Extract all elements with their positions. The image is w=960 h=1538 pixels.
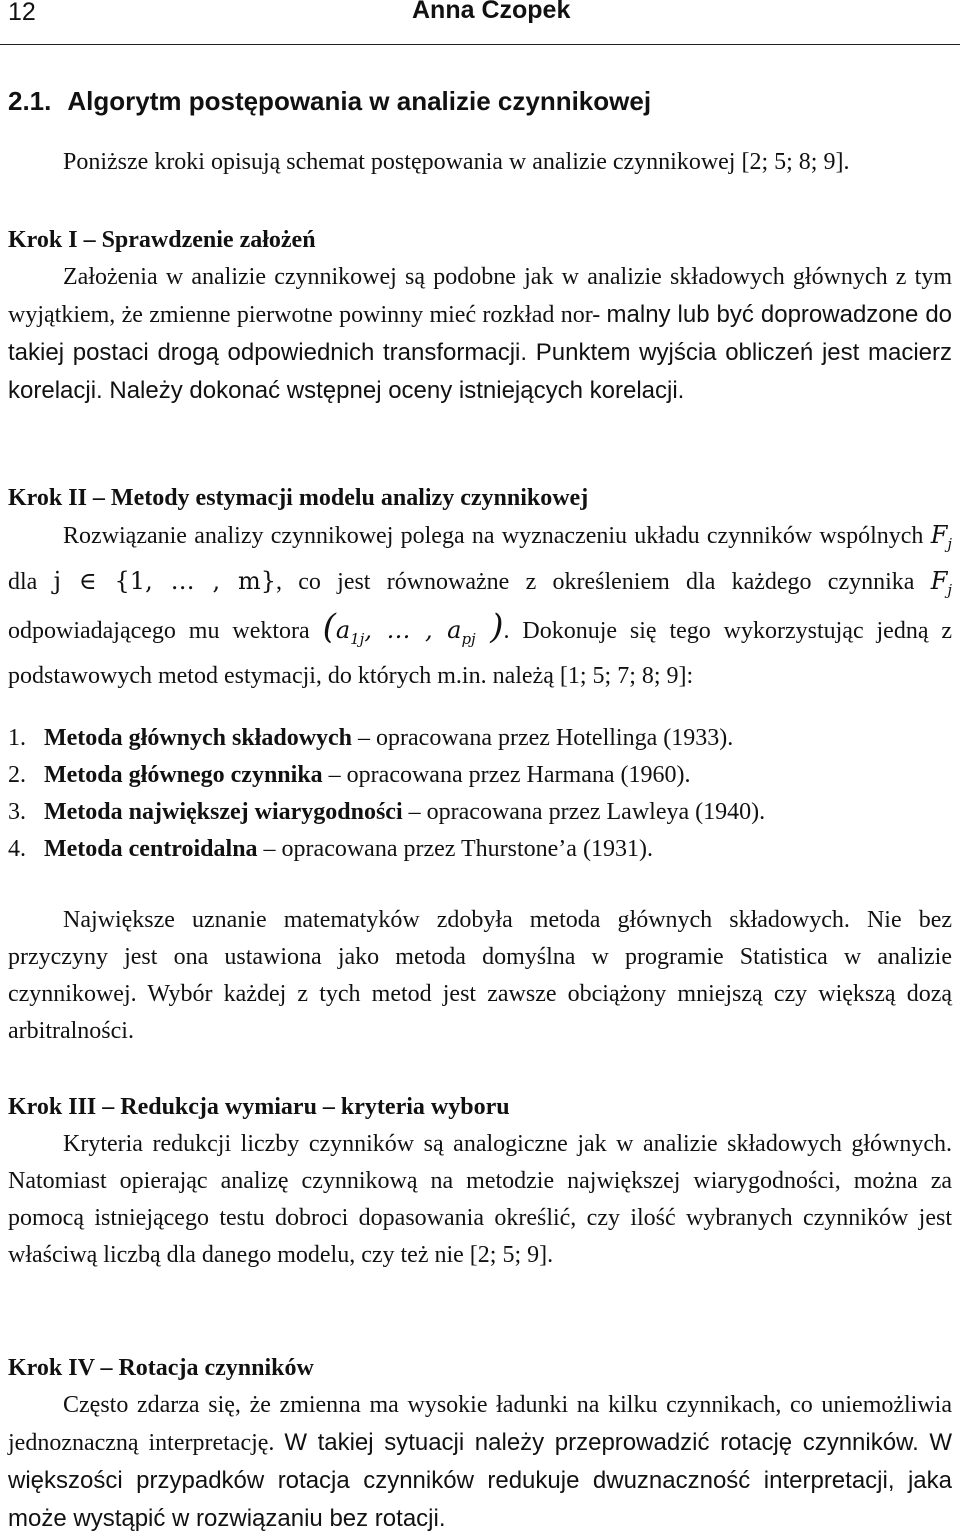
list-item [8, 831, 952, 868]
section-title: Algorytm postępowania w analizie czynnikowej [67, 86, 652, 116]
step-2-heading: Krok II – Metody estymacji modelu analizy czynnikowej [8, 485, 589, 511]
list-item-name: Metoda głównych składowych [44, 725, 353, 751]
step-2-text-c: , co jest równoważne z określeniem dla każdego czynnika [276, 569, 915, 595]
math-paren-close: ) [490, 607, 504, 647]
list-item-desc: – opracowana przez Harmana (1960). [322, 762, 691, 788]
math-sub-1j: 1j [350, 630, 365, 648]
step-2-text-b: dla [8, 569, 38, 595]
step-3-heading: Krok III – Redukcja wymiaru – kryteria wyboru [8, 1094, 510, 1120]
list-item-number: 3. [8, 799, 26, 825]
list-item-number: 2. [8, 762, 26, 788]
section-number: 2.1. [8, 86, 52, 116]
math-a-1: a [335, 616, 351, 644]
step-3-text: Kryteria redukcji liczby czynników są analogiczne jak w analizie składowych głównych. Natomiast opierając analizę czynnikową na metodzie największej wiarygodności, można za pomocą istniejącego testu dobroci dopasowania określić, czy ilość wybranych czynników jest właściwą liczbą dla danego modelu, czy też nie [2; 5; 9]. [8, 1131, 952, 1268]
list-item-name: Metoda centroidalna [44, 836, 258, 862]
math-F-j [930, 521, 953, 553]
list-item [8, 720, 952, 757]
math-paren-open: ( [322, 607, 336, 647]
list-item-name: Metoda głównego czynnika [44, 762, 323, 788]
math-F-2: F [930, 567, 948, 595]
math-sub-j-2: j [947, 581, 952, 599]
step-1-text-sans: malny lub być doprowadzone do takiej postaci drogą odpowiednich transformacji. Punktem wyjścia obliczeń jest macierz korelacji. Należy dokonać wstępnej oceny istniejących korelacji. [8, 301, 953, 404]
list-item-desc: – opracowana przez Thurstone’a (1931). [257, 836, 653, 862]
step-2-text-a: Rozwiązanie analizy czynnikowej polega na wyznaczeniu układu czynników wspólnych [63, 523, 924, 549]
step-2-text-d: odpowiadającego mu wektora [8, 618, 310, 644]
running-head-author: Anna Czopek [412, 0, 571, 24]
list-item-number: 1. [8, 725, 26, 751]
step-1-block [8, 222, 952, 410]
step-2-text-e: . Dokonuje się tego wykorzystując jedną z podstawowych metod estymacji, do których m.in. należą [1; 5; 7; 8; 9]: [8, 618, 953, 689]
math-index-set: j ∈ {1, … , m} [53, 567, 276, 595]
math-vector [322, 607, 504, 648]
step-2-paragraph-2: Największe uznanie matematyków zdobyła metoda głównych składowych. Nie bez przyczyny jest ona ustawiona jako metoda domyślna w programie Statistica w analizie czynnikowej. Wybór każdej z tych metod jest zawsze obciążony mniejszą czy większą dozą arbitralności. [8, 907, 952, 1044]
step-1-text-serif: Założenia w analizie czynnikowej są podobne jak w analizie składowych głównych z tym wyjątkiem, że zmienne pierwotne powinny mieć rozkład nor- [8, 264, 952, 328]
list-item-desc: – opracowana przez Hotellinga (1933). [352, 725, 734, 751]
page-number: 12 [8, 0, 36, 26]
step-4-heading: Krok IV – Rotacja czynników [8, 1355, 314, 1381]
math-sub-j: j [947, 535, 953, 553]
list-item-number: 4. [8, 836, 26, 862]
step-2-text [8, 517, 952, 695]
intro-paragraph: Poniższe kroki opisują schemat postępowania w analizie czynnikowej [2; 5; 8; 9]. [63, 149, 850, 175]
step-1-text [8, 259, 952, 410]
math-F-j-2 [930, 567, 952, 599]
page-header [0, 0, 960, 45]
step-4-text-sans: W takiej sytuacji należy przeprowadzić rotację czynników. W większości przypadków rotacja czynników redukuje dwuznaczność interpretacji, jaka może wystąpić w rozwiązaniu bez rotacji. [8, 1429, 953, 1532]
math-dots: , … , [364, 616, 433, 644]
math-a-p: a [447, 616, 462, 644]
step-3-block [8, 1089, 952, 1274]
step-4-text-serif: Często zdarza się, że zmienna ma wysokie ładunki na kilku czynnikach, co uniemożliwia jednoznaczną interpretację. [8, 1392, 952, 1456]
list-item-name: Metoda największej wiarygodności [44, 799, 403, 825]
step-4-text [8, 1387, 952, 1538]
list-item [8, 794, 952, 831]
list-item [8, 757, 952, 794]
step-1-heading: Krok I – Sprawdzenie założeń [8, 227, 316, 253]
math-sub-pj: pj [461, 630, 476, 648]
section-heading [8, 86, 667, 117]
step-2-block [8, 480, 952, 695]
list-item-desc: – opracowana przez Lawleya (1940). [402, 799, 766, 825]
math-F: F [930, 521, 948, 549]
step-4-block [8, 1350, 952, 1538]
estimation-methods-list [8, 720, 952, 868]
